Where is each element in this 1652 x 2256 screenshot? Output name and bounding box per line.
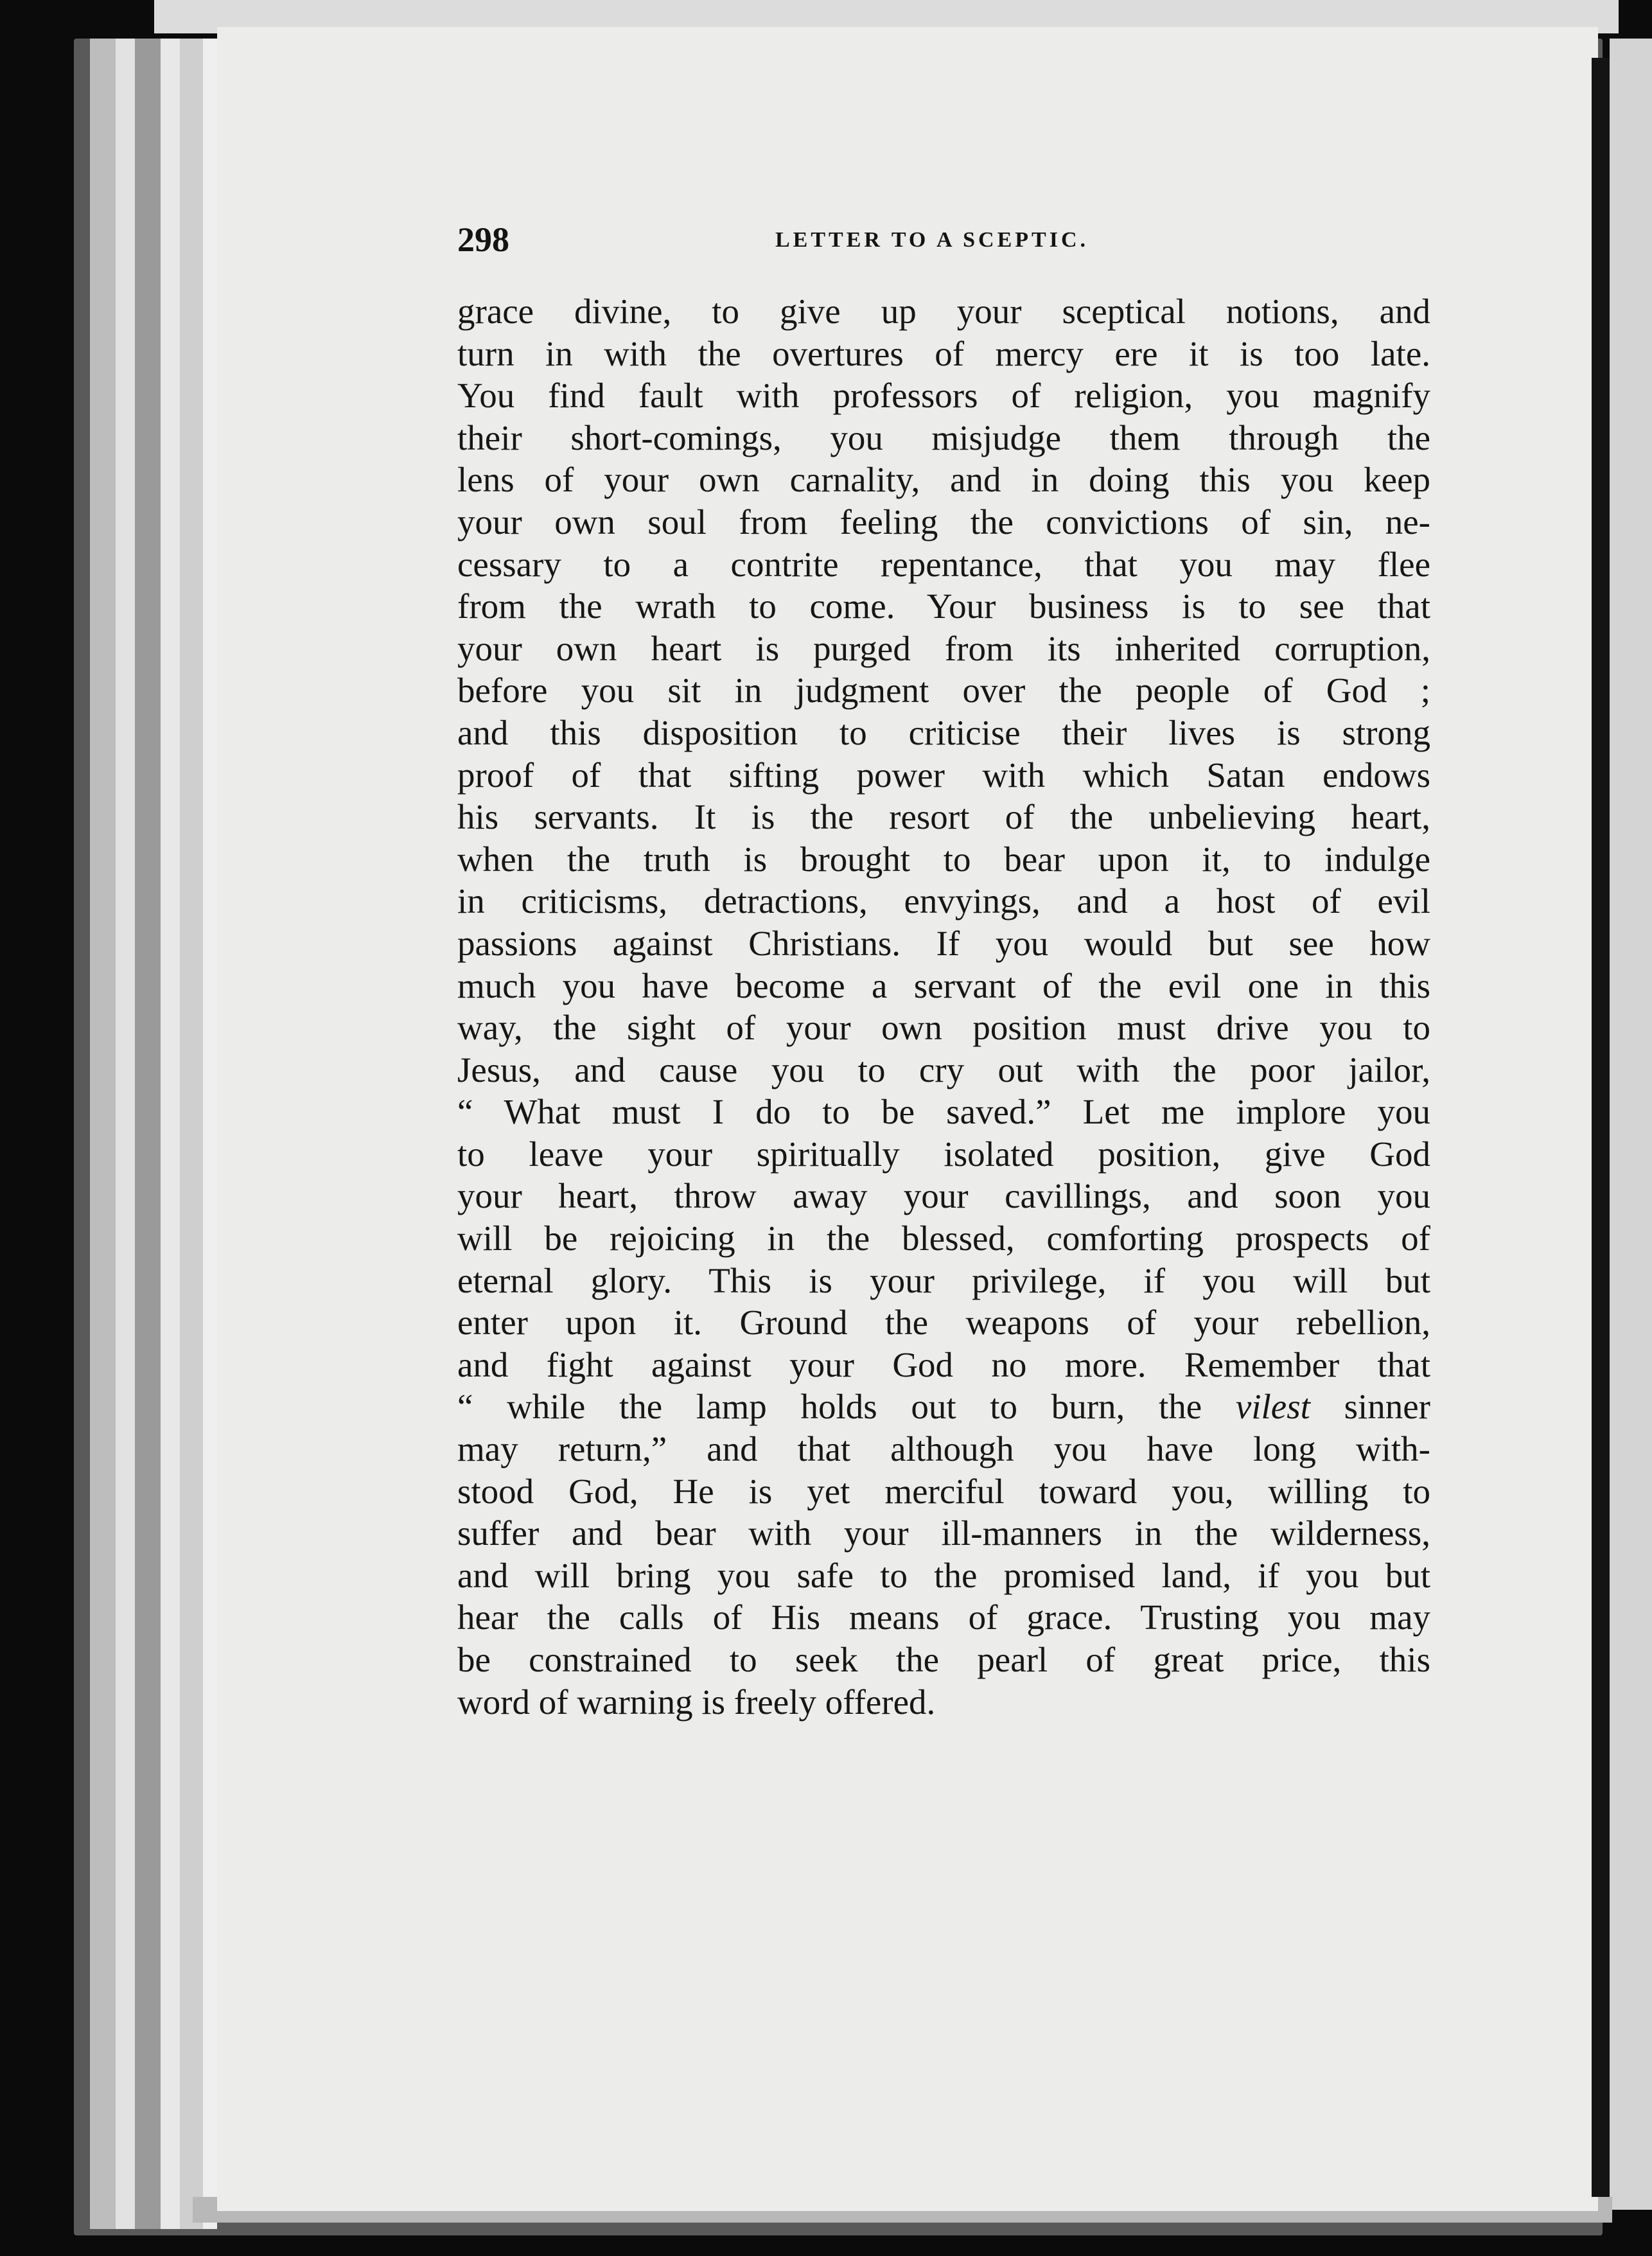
text-line: proof of that sifting power with which Satan endows	[457, 755, 1430, 795]
page-edge	[180, 39, 203, 2229]
text-line: eternal glory. This is your privilege, if you will but	[457, 1260, 1430, 1300]
text-line: to leave your spiritually isolated position, give God	[457, 1134, 1430, 1174]
text-line: much you have become a servant of the evil one in this	[457, 965, 1430, 1005]
text-line: your own heart is purged from its inherited corruption,	[457, 628, 1430, 668]
text-line: and fight against your God no more. Remember that	[457, 1344, 1430, 1384]
text-line: be constrained to seek the pearl of great price, this	[457, 1640, 1430, 1679]
text-line: may return,” and that although you have long with-	[457, 1429, 1430, 1469]
page-edge	[90, 39, 116, 2229]
text-line: their short-comings, you misjudge them through the	[457, 418, 1430, 457]
book-gutter	[1592, 58, 1610, 2197]
page-edge	[161, 39, 180, 2229]
italic-word: vilest	[1235, 1387, 1310, 1427]
text-line: cessary to a contrite repentance, that you may flee	[457, 544, 1430, 584]
text-line: before you sit in judgment over the people of God ;	[457, 671, 1430, 710]
text-segment: “ while the lamp holds out to burn, the	[457, 1387, 1236, 1427]
text-line: way, the sight of your own position must drive you to	[457, 1008, 1430, 1048]
running-header	[457, 217, 1430, 262]
text-line: Jesus, and cause you to cry out with the poor jailor,	[457, 1050, 1430, 1089]
text-line: passions against Christians. If you would but see how	[457, 923, 1430, 963]
text-line: from the wrath to come. Your business is to see that	[457, 586, 1430, 626]
running-title: LETTER TO A SCEPTIC.	[775, 228, 1089, 252]
page-number: 298	[457, 220, 509, 259]
text-line: his servants. It is the resort of the unbelieving heart,	[457, 797, 1430, 837]
text-line: and will bring you safe to the promised land, if you but	[457, 1555, 1430, 1595]
right-page-edge	[1610, 39, 1652, 2210]
text-line: turn in with the overtures of mercy ere it is too late.	[457, 333, 1430, 373]
body-text	[457, 290, 1430, 1723]
text-line: enter upon it. Ground the weapons of your rebellion,	[457, 1303, 1430, 1343]
text-line: in criticisms, detractions, envyings, and a host of evil	[457, 881, 1430, 921]
text-line: You find fault with professors of religion, you magnify	[457, 376, 1430, 416]
text-line: will be rejoicing in the blessed, comforting prospects of	[457, 1219, 1430, 1258]
text-line: stood God, He is yet merciful toward you, willing to	[457, 1471, 1430, 1511]
page-edge	[135, 39, 161, 2229]
text-line: hear the calls of His means of grace. Trusting you may	[457, 1598, 1430, 1637]
text-line-with-italic	[457, 1386, 1430, 1428]
text-line: lens of your own carnality, and in doing this you keep	[457, 460, 1430, 500]
text-line: your heart, throw away your cavillings, and soon you	[457, 1176, 1430, 1216]
text-line: and this disposition to criticise their lives is strong	[457, 712, 1430, 752]
text-line: word of warning is freely offered.	[457, 1682, 936, 1722]
text-line: grace divine, to give up your sceptical notions, and	[457, 292, 1430, 331]
text-line: when the truth is brought to bear upon it, to indulge	[457, 839, 1430, 879]
text-segment: sinner	[1310, 1387, 1430, 1427]
text-line: your own soul from feeling the convictions of sin, ne-	[457, 502, 1430, 542]
text-line: “ What must I do to be saved.” Let me implore you	[457, 1092, 1430, 1132]
page-edge	[116, 39, 135, 2229]
page-edge	[203, 39, 217, 2229]
text-line: suffer and bear with your ill-manners in the wilderness,	[457, 1513, 1430, 1553]
